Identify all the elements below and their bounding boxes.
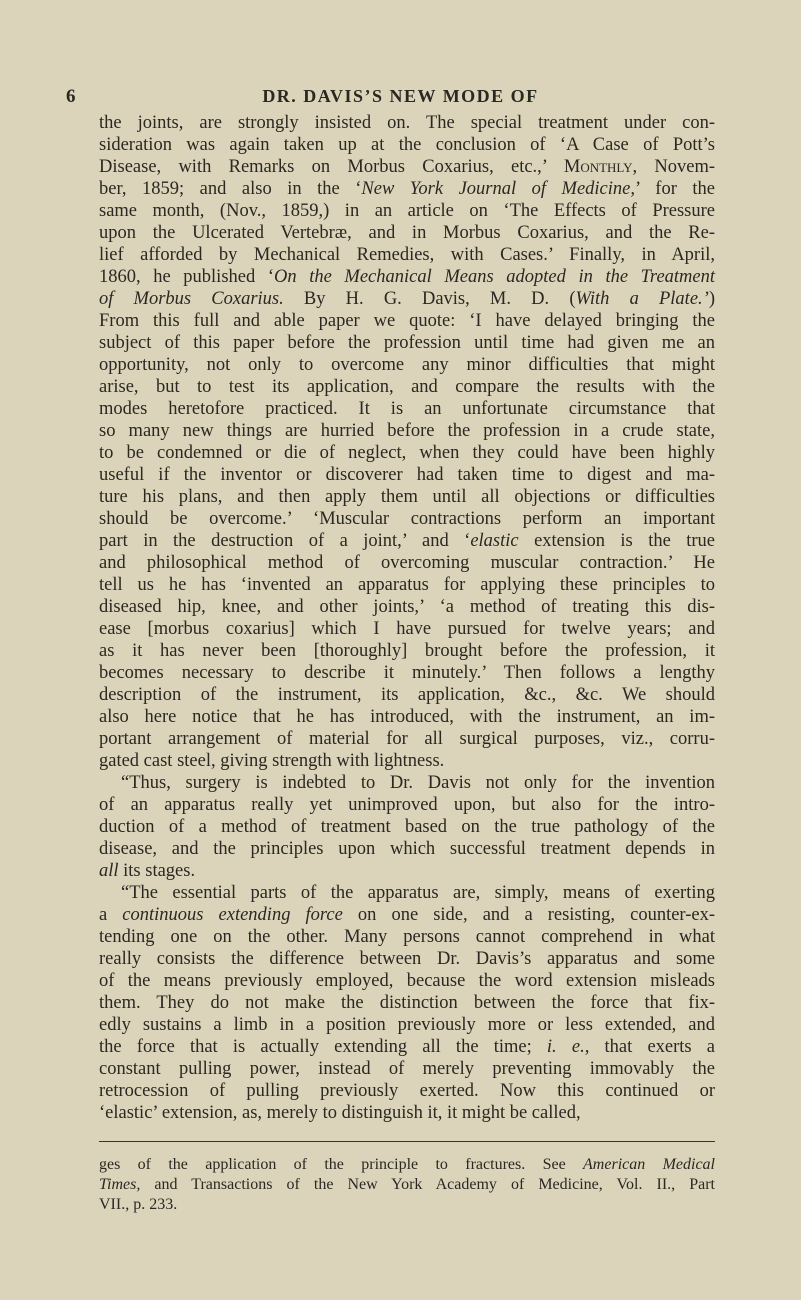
text-segment: becomes necessary to describe it minutely.’ Then follows a lengthy <box>99 663 715 683</box>
text-segment: ease [morbus coxarius] which I have pursued for twelve years; and <box>99 619 715 639</box>
text-line <box>99 354 715 376</box>
text-line <box>99 728 715 750</box>
footnote-divider <box>99 1141 715 1142</box>
text-segment: and philosophical method of overcoming muscular contraction.’ He <box>99 553 715 573</box>
text-segment: also here notice that he has introduced, with the instrument, an im- <box>99 707 715 727</box>
text-line <box>99 310 715 332</box>
text-line <box>99 552 715 574</box>
text-segment: , Novem- <box>632 157 715 177</box>
text-segment: upon the Ulcerated Vertebræ, and in Morbus Coxarius, and the Re- <box>99 223 715 243</box>
text-segment: portant arrangement of material for all surgical purposes, viz., corru- <box>99 729 715 749</box>
text-line <box>99 464 715 486</box>
text-line <box>99 1014 715 1036</box>
text-segment: disease, and the principles upon which successful treatment depends in <box>99 839 715 859</box>
text-segment: With a Plate.’ <box>575 289 709 309</box>
text-segment: modes heretofore practiced. It is an unfortunate circumstance that <box>99 399 715 419</box>
text-segment: VII., p. 233. <box>99 1196 178 1213</box>
text-line <box>99 376 715 398</box>
text-line <box>99 200 715 222</box>
text-line <box>99 882 715 904</box>
text-line <box>99 134 715 156</box>
text-segment: “The essential parts of the apparatus are, simply, means of exerting <box>121 883 715 903</box>
text-segment: tell us he has ‘invented an apparatus for applying these principles to <box>99 575 715 595</box>
text-line <box>99 156 715 178</box>
text-line <box>99 948 715 970</box>
text-line <box>99 178 715 200</box>
text-segment: diseased hip, knee, and other joints,’ ‘a method of treating this dis- <box>99 597 715 617</box>
text-line <box>99 992 715 1014</box>
text-segment: really consists the difference between Dr. Davis’s apparatus and some <box>99 949 715 969</box>
text-segment: tending one on the other. Many persons cannot comprehend in what <box>99 927 715 947</box>
text-segment: continuous extending force <box>122 905 343 925</box>
text-segment: useful if the inventor or discoverer had taken time to digest and ma- <box>99 465 715 485</box>
text-line <box>99 508 715 530</box>
text-segment: 1860, he published ‘ <box>99 267 274 287</box>
text-segment: its stages. <box>118 861 196 881</box>
text-segment: a <box>99 905 123 925</box>
text-segment: ges of the application of the principle to fractures. See <box>99 1156 584 1173</box>
text-line <box>99 684 715 706</box>
text-line <box>99 596 715 618</box>
text-line <box>99 1195 715 1215</box>
text-line <box>99 706 715 728</box>
text-line <box>99 970 715 992</box>
text-segment: ture his plans, and then apply them until all objections or difficulties <box>99 487 715 507</box>
text-line <box>99 816 715 838</box>
text-line <box>99 640 715 662</box>
text-segment: American Medical <box>583 1156 716 1173</box>
text-segment: ) <box>708 289 715 309</box>
text-segment: retrocession of pulling previously exerted. Now this continued or <box>99 1081 715 1101</box>
text-segment: to be condemned or die of neglect, when they could have been highly <box>99 443 715 463</box>
text-segment: the force that is actually extending all the time; <box>99 1037 547 1057</box>
text-segment: New York Journal of Medicine, <box>361 179 635 199</box>
text-segment: edly sustains a limb in a position previously more or less extended, and <box>99 1015 715 1035</box>
text-line <box>99 222 715 244</box>
text-segment: of the means previously employed, because the word extension misleads <box>99 971 715 991</box>
text-segment: opportunity, not only to overcome any minor difficulties that might <box>99 355 715 375</box>
text-segment: and Transactions of the New York Academy of Medicine, Vol. II., Part <box>140 1176 715 1193</box>
text-segment: constant pulling power, instead of merely preventing immovably the <box>99 1059 715 1079</box>
text-line <box>99 244 715 266</box>
text-segment: Monthly <box>563 157 633 177</box>
text-line <box>99 332 715 354</box>
text-line <box>99 838 715 860</box>
text-segment: Times, <box>99 1176 141 1193</box>
text-line <box>99 442 715 464</box>
text-line <box>99 1175 715 1195</box>
text-segment: Disease, with Remarks on Morbus Coxarius, etc.,’ <box>99 157 564 177</box>
text-line <box>99 772 715 794</box>
text-segment: description of the instrument, its application, &c., &c. We should <box>99 685 715 705</box>
text-line <box>99 112 715 134</box>
text-segment: arise, but to test its application, and compare the results with the <box>99 377 715 397</box>
text-line <box>99 486 715 508</box>
text-segment: should be overcome.’ ‘Muscular contractions perform an important <box>99 509 715 529</box>
text-line <box>99 1155 715 1175</box>
text-segment: gated cast steel, giving strength with lightness. <box>99 751 445 771</box>
text-line <box>99 860 715 882</box>
text-line <box>99 398 715 420</box>
text-segment: of an apparatus really yet unimproved upon, but also for the intro- <box>99 795 715 815</box>
text-segment: as it has never been [thoroughly] brought before the profession, it <box>99 641 715 661</box>
text-segment: them. They do not make the distinction between the force that fix- <box>99 993 715 1013</box>
text-line <box>99 1058 715 1080</box>
text-segment: On the Mechanical Means adopted in the Treatment <box>274 267 716 287</box>
text-line <box>99 618 715 640</box>
text-segment: “Thus, surgery is indebted to Dr. Davis not only for the invention <box>121 773 715 793</box>
text-segment: ber, 1859; and also in the ‘ <box>99 179 362 199</box>
text-segment: the joints, are strongly insisted on. The special treatment under con- <box>99 113 715 133</box>
text-line <box>99 1102 715 1124</box>
text-segment: so many new things are hurried before the profession in a crude state, <box>99 421 715 441</box>
text-line <box>99 266 715 288</box>
page-number: 6 <box>66 86 76 107</box>
text-line <box>99 750 715 772</box>
text-segment: i. e., <box>546 1037 590 1057</box>
text-line <box>99 574 715 596</box>
text-line <box>99 926 715 948</box>
text-line <box>99 662 715 684</box>
text-line <box>99 794 715 816</box>
text-segment: ‘elastic’ extension, as, merely to distinguish it, it might be called, <box>99 1103 581 1123</box>
text-segment: subject of this paper before the profession until time had given me an <box>99 333 715 353</box>
text-segment: sideration was again taken up at the conclusion of ‘A Case of Pott’s <box>99 135 715 155</box>
running-title: DR. DAVIS’S NEW MODE OF <box>262 86 539 106</box>
text-segment: elastic <box>470 531 519 551</box>
text-segment: extension is the true <box>518 531 715 551</box>
text-segment: From this full and able paper we quote: ‘I have delayed bringing the <box>99 311 715 331</box>
text-segment: lief afforded by Mechanical Remedies, with Cases.’ Finally, in April, <box>99 245 715 265</box>
text-segment: part in the destruction of a joint,’ and ‘ <box>99 531 471 551</box>
body-text <box>99 112 715 1124</box>
text-line <box>99 288 715 310</box>
text-segment: By H. G. Davis, M. D. ( <box>283 289 576 309</box>
text-segment: ’ for the <box>635 179 715 199</box>
text-line <box>99 904 715 926</box>
text-segment: that exerts a <box>589 1037 716 1057</box>
footnote <box>99 1155 715 1215</box>
text-line <box>99 530 715 552</box>
text-line <box>99 420 715 442</box>
text-segment: of Morbus Coxarius. <box>99 289 284 309</box>
text-segment: duction of a method of treatment based on the true pathology of the <box>99 817 715 837</box>
text-segment: on one side, and a resisting, counter-ex- <box>342 905 715 925</box>
text-line <box>99 1036 715 1058</box>
text-segment: same month, (Nov., 1859,) in an article on ‘The Effects of Pressure <box>99 201 715 221</box>
text-line <box>99 1080 715 1102</box>
text-segment: all <box>99 861 119 881</box>
